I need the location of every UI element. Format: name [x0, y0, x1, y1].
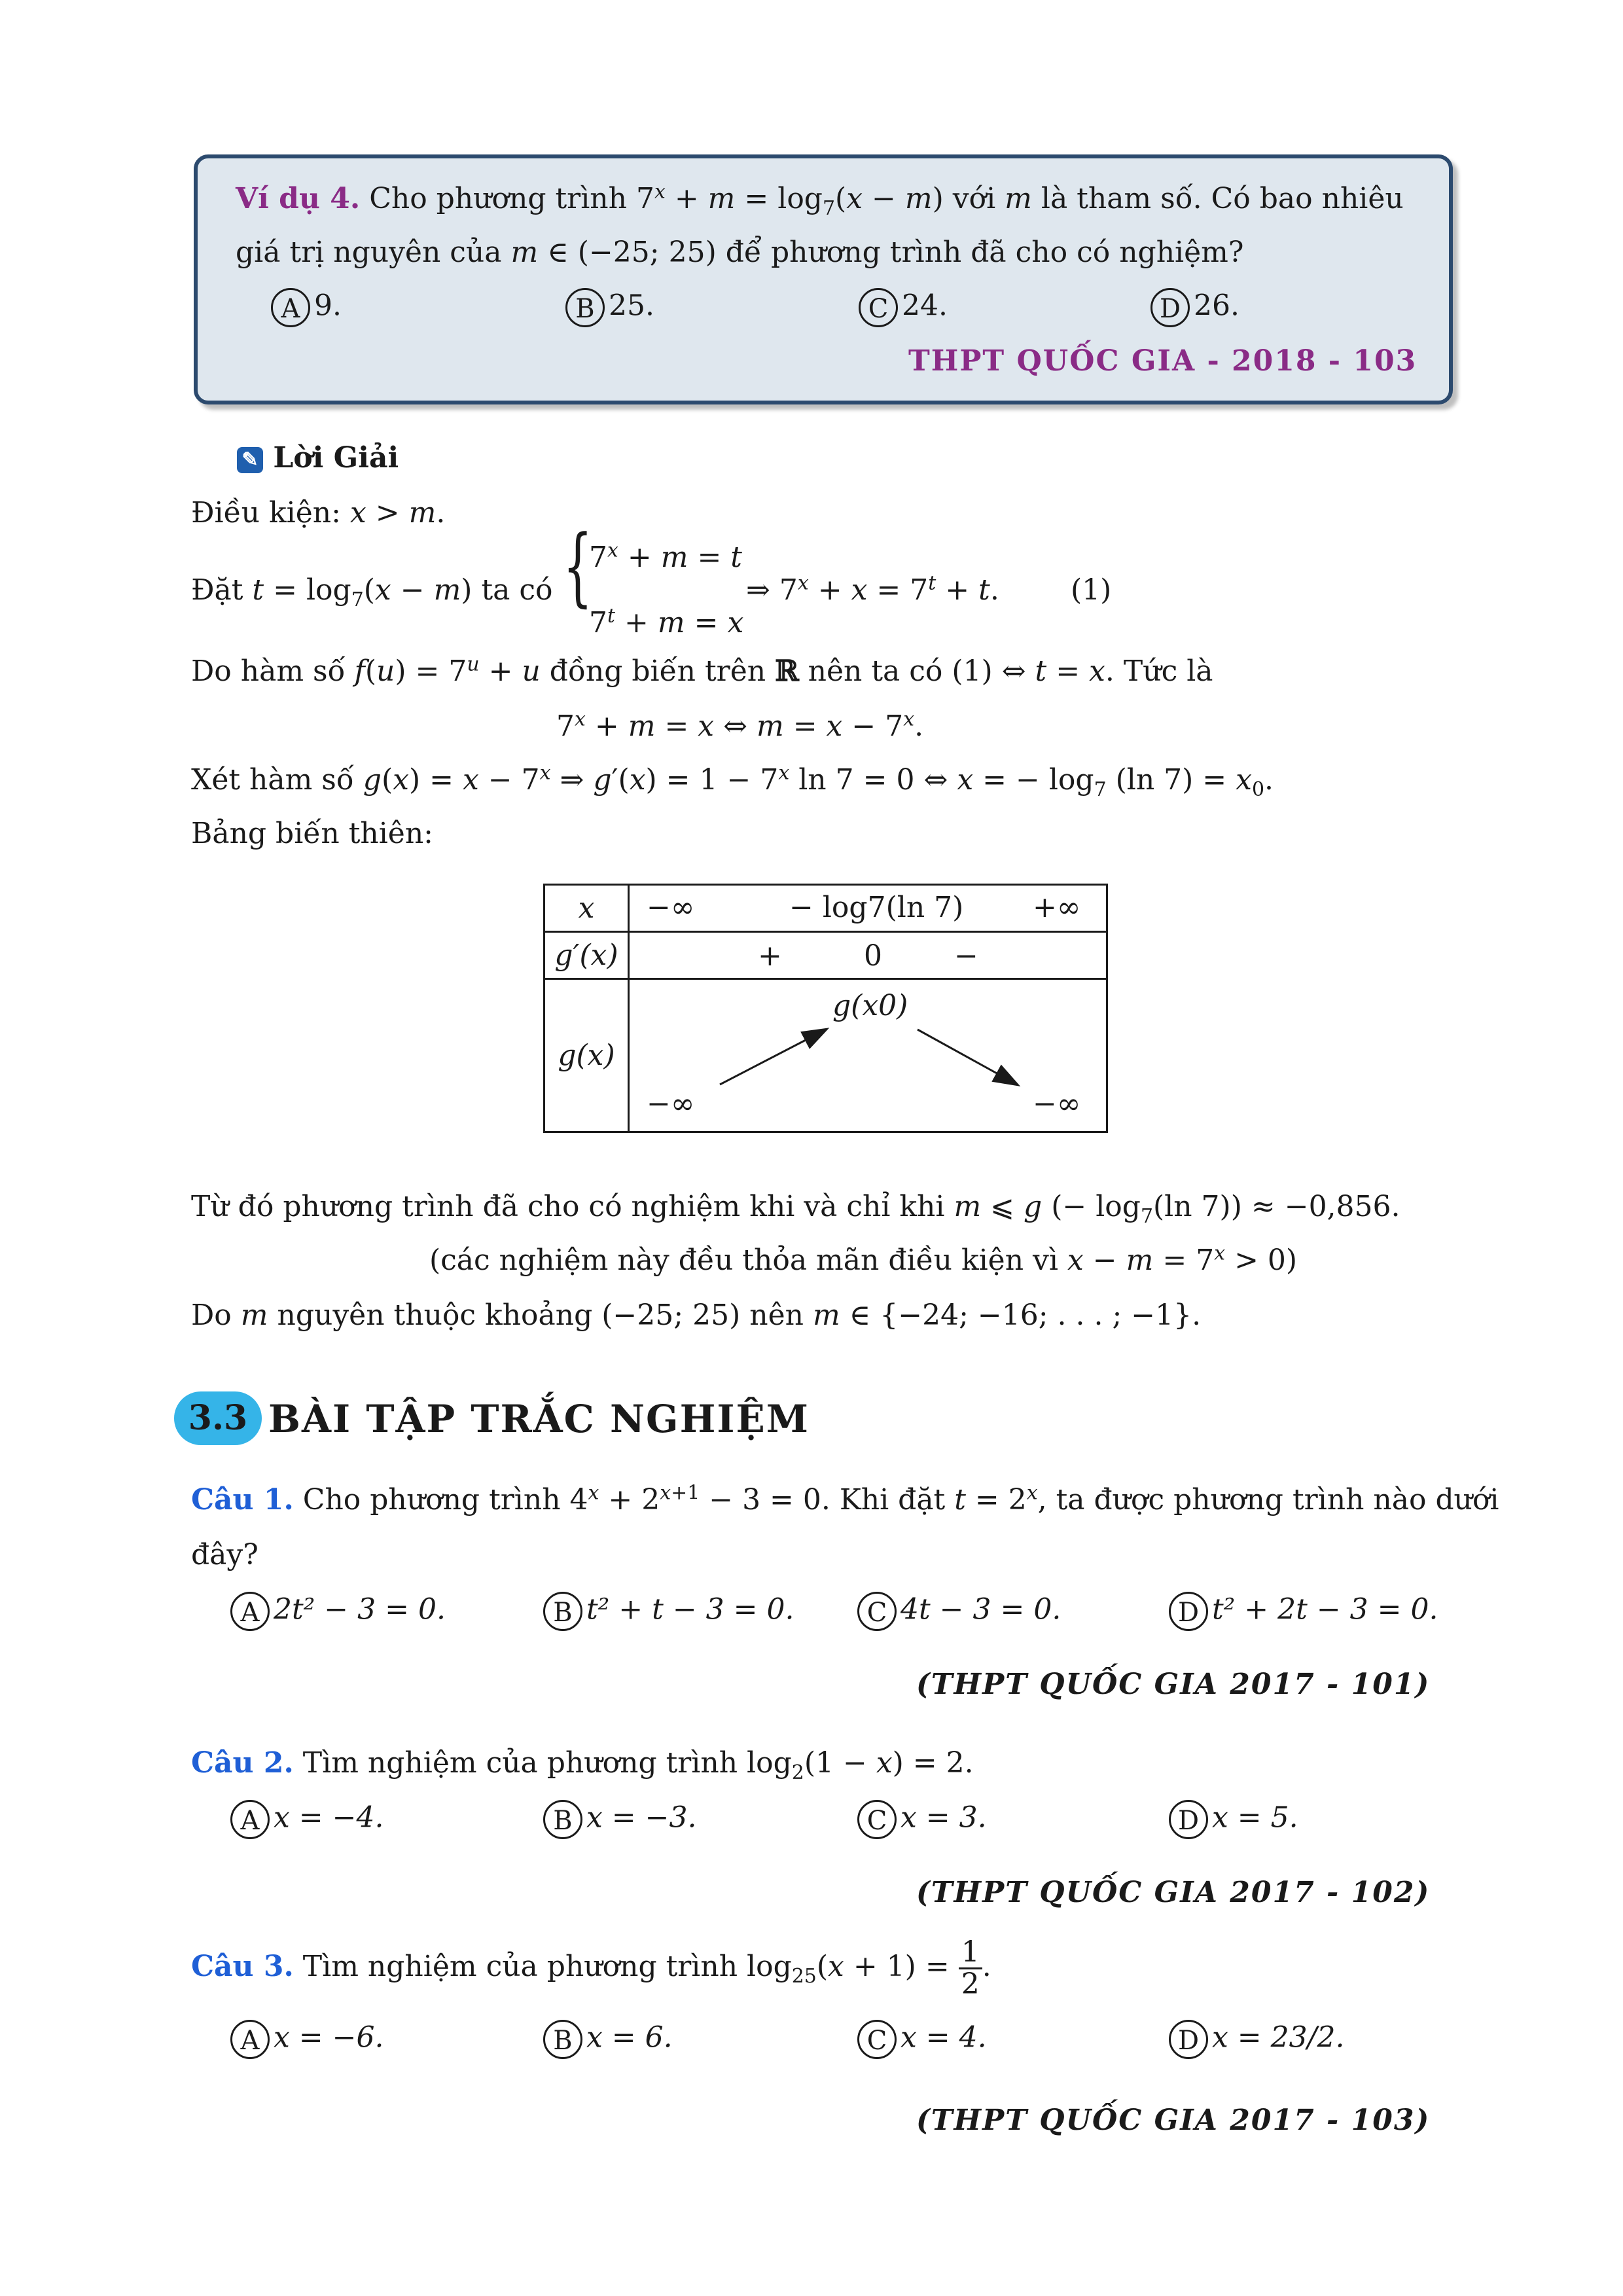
table-label: Bảng biến thiên: [191, 817, 433, 850]
vt-x-values: −∞ − log7(ln 7) +∞ [629, 885, 1107, 932]
question-1-line-1: Câu 1. Cho phương trình $4^x + 2^{x+1} - 3 = 0$. Khi đặt $t = 2^x$, ta được phương trình nào dưới [191, 1481, 1499, 1516]
variation-arrows [630, 980, 1106, 1133]
question-3-source: (THPT QUỐC GIA 2017 - 103) [916, 2104, 1431, 2137]
q3-option-a[interactable]: A x = −6. [230, 2020, 384, 2059]
question-1-source: (THPT QUỐC GIA 2017 - 101) [916, 1668, 1431, 1701]
implication-equation: ⇒ $7^x + x = 7^t + t$. [746, 571, 999, 607]
example-equation: $7^x + m = \log_7(x - m)$ [635, 180, 944, 220]
final-line: Do m nguyên thuộc khoảng (−25; 25) nên m ∈ {−24; −16; . . . ; −1}. [191, 1299, 1202, 1332]
q1-option-a[interactable]: A 2t² − 3 = 0. [230, 1592, 446, 1631]
m-expression: $7^x + m = x$ ⇔ $m = x - 7^x$. [556, 708, 924, 743]
q2-option-a[interactable]: A x = −4. [230, 1800, 384, 1839]
question-1-label: Câu 1. [191, 1483, 294, 1516]
question-3-line-1: Câu 3. Tìm nghiệm của phương trình $\log_{25}(x + 1)$ = $\frac{1}{2}$ . [191, 1935, 991, 2001]
example-option-d[interactable]: D 26. [1150, 288, 1240, 327]
q3-option-d[interactable]: D x = 23/2. [1169, 2020, 1344, 2059]
example-option-a[interactable]: A 9. [271, 288, 342, 327]
system-brace: { [563, 516, 593, 616]
substitution-line: Đặt $t = \log_7(x - m)$ ta có [191, 573, 553, 611]
vt-x-label: x [544, 885, 629, 932]
example-line-2: giá trị nguyên của m ∈ (−25; 25) để phương trình đã cho có nghiệm? [236, 236, 1244, 269]
solution-heading [237, 441, 399, 475]
condition-line: Điều kiện: x > m. [191, 496, 446, 529]
conclusion-line: Từ đó phương trình đã cho có nghiệm khi và chỉ khi m ⩽ g (− $\log_7(\ln$ 7)) ≈ −0,856. [191, 1190, 1400, 1228]
monotonic-line: Do hàm số $f(u) = 7^u + u$ đồng biến trên ℝ nên ta có (1) ⇔ t = x. Tức là [191, 653, 1213, 688]
example-option-b[interactable]: B 25. [565, 288, 654, 327]
vt-variation: g(x0) −∞ −∞ [629, 979, 1107, 1132]
note-line: (các nghiệm này đều thỏa mãn điều kiện vì $x - m = 7^x > 0$) [429, 1242, 1298, 1277]
increasing-arrow [720, 1030, 826, 1085]
system-eq-1: $7^x + m = t$ [589, 539, 742, 574]
question-1-line-2: đây? [191, 1538, 259, 1571]
q2-option-c[interactable]: C x = 3. [857, 1800, 987, 1839]
example-source: THPT QUỐC GIA - 2018 - 103 [908, 344, 1418, 378]
decreasing-arrow [918, 1030, 1017, 1085]
question-3-label: Câu 3. [191, 1950, 294, 1984]
solution-title: Lời Giải [273, 441, 399, 475]
q1-option-c[interactable]: C 4t − 3 = 0. [857, 1592, 1061, 1631]
q1-option-d[interactable]: D t² + 2t − 3 = 0. [1169, 1592, 1438, 1631]
vt-function-label: g(x) [544, 979, 629, 1132]
q2-option-b[interactable]: B x = −3. [543, 1800, 697, 1839]
q3-option-c[interactable]: C x = 4. [857, 2020, 987, 2059]
variation-table [543, 884, 1108, 1133]
question-2-source: (THPT QUỐC GIA 2017 - 102) [916, 1876, 1431, 1909]
example-option-c[interactable]: C 24. [859, 288, 948, 327]
consider-line: Xét hàm số $g(x) = x - 7^x$ ⇒ $g'(x) = 1 - 7^x$ ln 7 = 0 ⇔ x = − $\log_7 (\ln$ $7) = x_0$. [191, 761, 1274, 801]
example-label: Ví dụ 4. [236, 182, 361, 215]
section-number: 3.3 [174, 1391, 262, 1445]
system-eq-2: $7^t + m = x$ [589, 604, 744, 639]
question-2-line-1: Câu 2. Tìm nghiệm của phương trình $\log_2(1 - x) = 2$. [191, 1746, 974, 1784]
example-line-1: Ví dụ 4. Cho phương trình $7^x + m = \log_7(x - m)$ với m là tham số. Có bao nhiêu [236, 180, 1404, 220]
pencil-icon: ✎ [237, 447, 263, 473]
q1-option-b[interactable]: B t² + t − 3 = 0. [543, 1592, 794, 1631]
q2-option-d[interactable]: D x = 5. [1169, 1800, 1298, 1839]
question-2-label: Câu 2. [191, 1746, 294, 1780]
vt-derivative-label: g′(x) [544, 932, 629, 979]
q3-option-b[interactable]: B x = 6. [543, 2020, 673, 2059]
vt-signs: + 0 − [629, 932, 1107, 979]
equation-tag: (1) [1071, 573, 1112, 607]
section-title: BÀI TẬP TRẮC NGHIỆM [268, 1397, 810, 1441]
